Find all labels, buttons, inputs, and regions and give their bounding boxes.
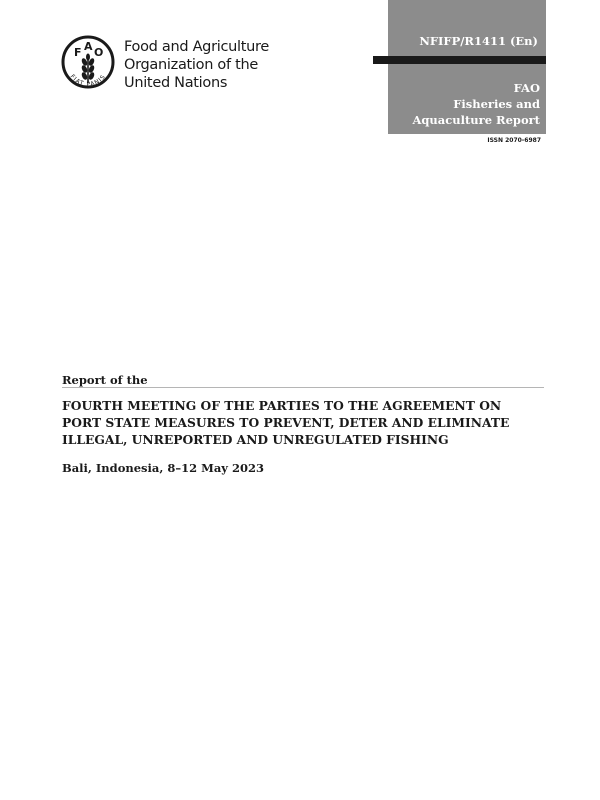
report-title-line: ILLEGAL, UNREPORTED AND UNREGULATED FISHING xyxy=(62,432,449,447)
logo-motto: FIAT PANIS xyxy=(68,73,108,89)
organization-name xyxy=(124,38,274,92)
header-divider-bar xyxy=(373,56,546,64)
series-name-line: Fisheries and xyxy=(453,97,540,111)
document-code: NFIFP/R1411 (En) xyxy=(419,34,538,48)
report-of-label: Report of the xyxy=(62,373,148,387)
issn-number: ISSN 2070-6987 xyxy=(487,137,541,144)
report-title-line: PORT STATE MEASURES TO PREVENT, DETER AND ELIMINATE xyxy=(62,415,510,430)
logo-letter-a: A xyxy=(84,40,93,53)
report-title-line: FOURTH MEETING OF THE PARTIES TO THE AGREEMENT ON xyxy=(62,398,502,413)
title-rule xyxy=(62,387,544,388)
fao-logo xyxy=(58,33,273,91)
series-name xyxy=(388,80,540,128)
meeting-venue-date: Bali, Indonesia, 8–12 May 2023 xyxy=(62,461,264,475)
organization-name-line: Food and Agriculture xyxy=(124,39,270,55)
fao-emblem-icon xyxy=(58,33,120,93)
organization-name-line: United Nations xyxy=(124,75,228,91)
report-title xyxy=(62,397,548,448)
series-name-line: Aquaculture Report xyxy=(412,113,540,127)
logo-letter-f: F xyxy=(74,46,82,59)
organization-name-line: Organization of the xyxy=(124,57,258,73)
logo-letter-o: O xyxy=(94,46,104,59)
series-name-line: FAO xyxy=(513,81,540,95)
